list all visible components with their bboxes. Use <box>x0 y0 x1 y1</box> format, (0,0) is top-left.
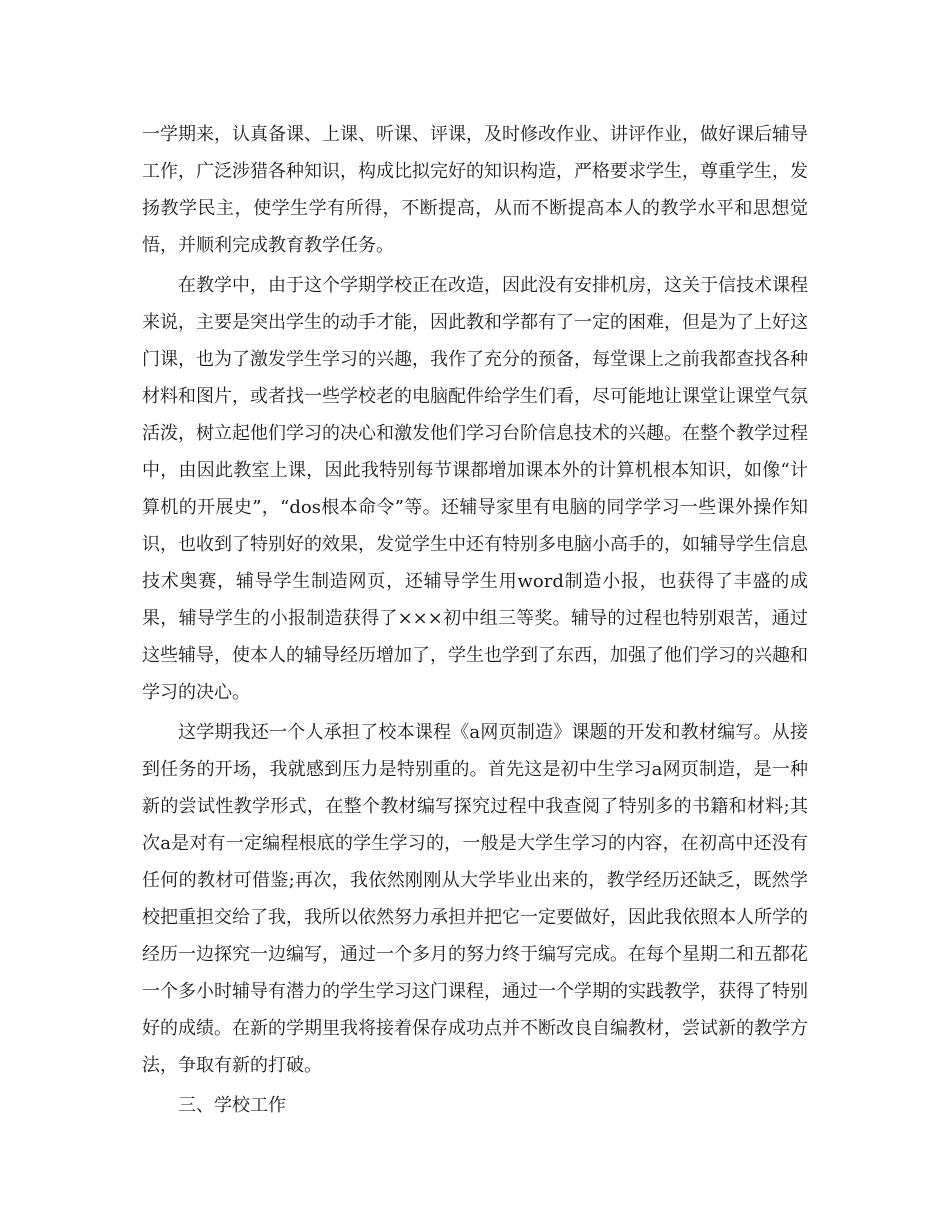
paragraph-1: 一学期来，认真备课、上课、听课、评课，及时修改作业、讲评作业，做好课后辅导工作，广泛涉猎各种知识，构成比拟完好的知识构造，严格要求学生，尊重学生，发扬教学民主，使学生学有所得，不断提高，从而不断提高本人的教学水平和思想觉悟，并顺利完成教育教学任务。 <box>142 124 808 256</box>
paragraph-3: 这学期我还一个人承担了校本课程《a网页制造》课题的开发和教材编写。从接到任务的开场，我就感到压力是特别重的。首先这是初中生学习a网页制造，是一种新的尝试性教学形式，在整个教材编写探究过程中我查阅了特别多的书籍和材料;其次a是对有一定编程根底的学生学习的，一般是大学生学习的内容，在初高中还没有任何的教材可借鉴;再次，我依然刚刚从大学毕业出来的，教学经历还缺乏，既然学校把重担交给了我，我所以依然努力承担并把它一定要做好，因此我依照本人所学的经历一边探究一边编写，通过一个多月的努力终于编写完成。在每个星期二和五都花一个多小时辅导有潜力的学生学习这门课程，通过一个学期的实践教学，获得了特别好的成绩。在新的学期里我将接着保存成功点并不断改良自编教材，尝试新的教学方法，争取有新的打破。 <box>142 722 808 1076</box>
document-body <box>142 116 808 1124</box>
paragraph-2: 在教学中，由于这个学期学校正在改造，因此没有安排机房，这关于信技术课程来说，主要是突出学生的动手才能，因此教和学都有了一定的困难，但是为了上好这门课，也为了激发学生学习的兴趣，我作了充分的预备，每堂课上之前我都查找各种材料和图片，或者找一些学校老的电脑配件给学生们看，尽可能地让课堂让课堂气氛活泼，树立起他们学习的决心和激发他们学习台阶信息技术的兴趣。在整个教学过程中，由因此教室上课，因此我特别每节课都增加课本外的计算机根本知识，如像“计算机的开展史”，“dos根本命令”等。还辅导家里有电脑的同学学习一些课外操作知识，也收到了特别好的效果，发觉学生中还有特别多电脑小高手的，如辅导学生信息技术奥赛，辅导学生制造网页，还辅导学生用word制造小报，也获得了丰盛的成果，辅导学生的小报制造获得了×××初中组三等奖。辅导的过程也特别艰苦，通过这些辅导，使本人的辅导经历增加了，学生也学到了东西，加强了他们学习的兴趣和学习的决心。 <box>142 275 808 703</box>
section-heading: 三、学校工作 <box>178 1095 286 1116</box>
